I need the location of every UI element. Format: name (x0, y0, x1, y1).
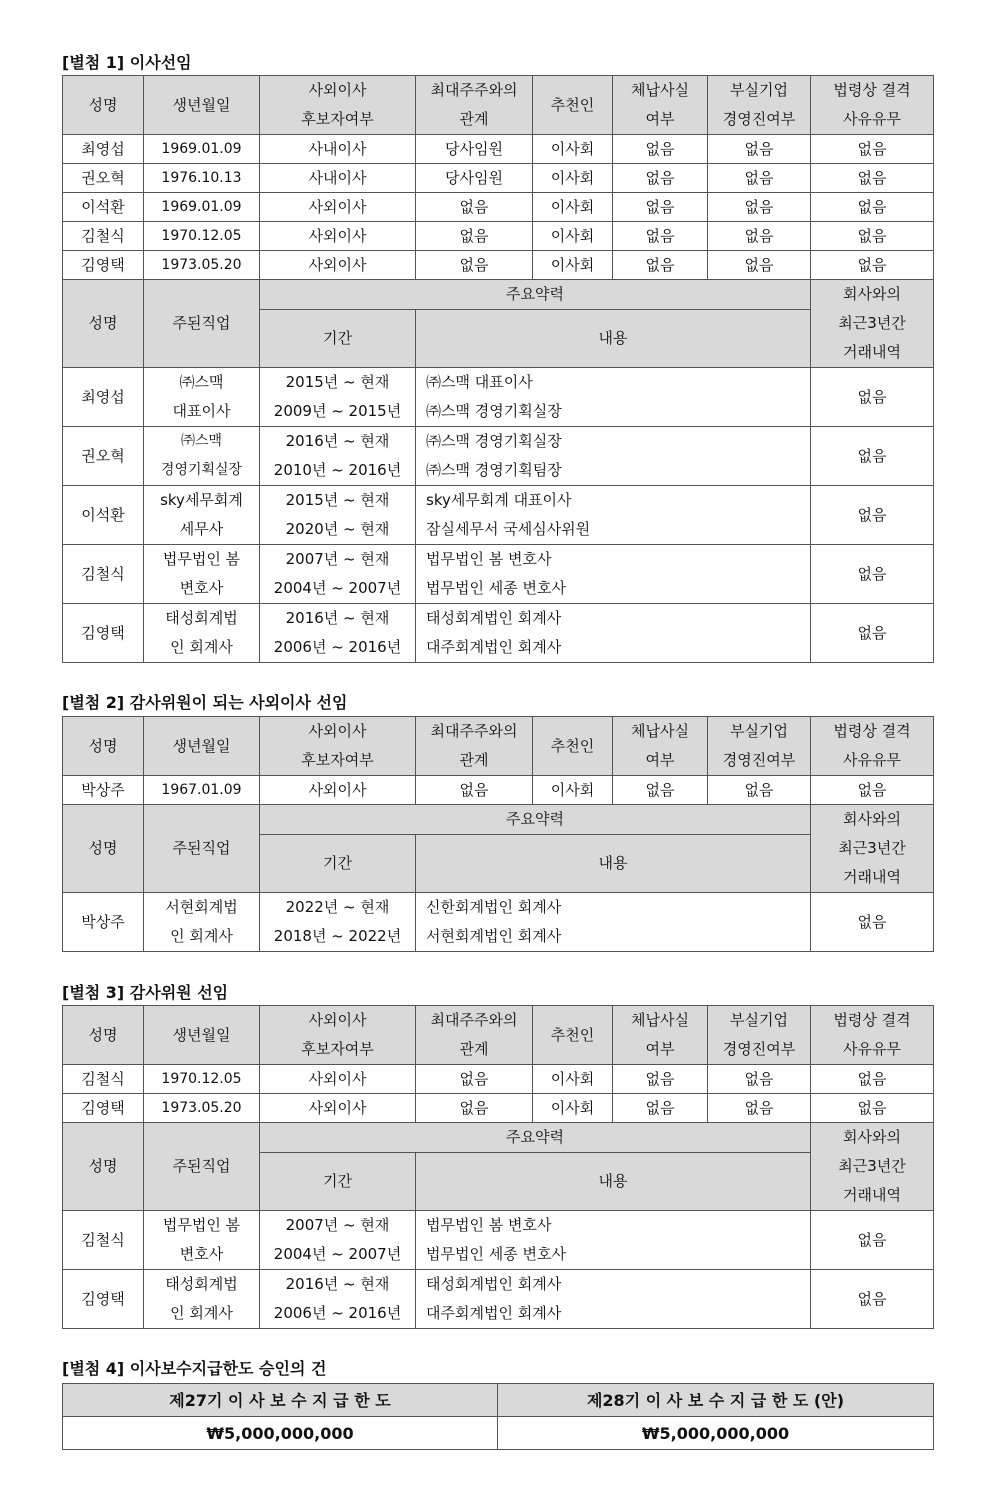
cell-name: 박상주 (63, 776, 144, 805)
career-row (63, 604, 934, 663)
header-text: 회사와의 (843, 285, 901, 303)
section-4-title: [별첨 4] 이사보수지급한도 승인의 건 (62, 1359, 327, 1378)
cell-recommender: 이사회 (533, 251, 613, 280)
job-line: 대표이사 (172, 402, 231, 420)
header-text: 관계 (459, 1040, 489, 1058)
header-text: 거래내역 (843, 1186, 901, 1204)
cell-main-job (144, 604, 260, 663)
cell-name: 김영택 (63, 1094, 144, 1123)
job-line: 태성회계법 (165, 609, 238, 627)
cell-tax-delinquency: 없음 (613, 193, 708, 222)
cell-transactions: 없음 (811, 368, 934, 427)
cell-birthdate: 1969.01.09 (144, 135, 260, 164)
cell-recommender: 이사회 (533, 222, 613, 251)
header-disqualification (811, 76, 934, 135)
cell-birthdate: 1973.05.20 (144, 1094, 260, 1123)
career-row (63, 545, 934, 604)
header-text: 거래내역 (843, 343, 901, 361)
period-line: 2016년 ~ 현재 (285, 609, 390, 627)
job-line: 태성회계법 (165, 1275, 238, 1293)
cell-content (416, 427, 811, 486)
job-line: 인 회계사 (170, 1304, 233, 1322)
header-name: 성명 (63, 76, 144, 135)
period-line: 2020년 ~ 현재 (285, 520, 390, 538)
header-birthdate: 생년월일 (144, 1006, 260, 1065)
cell-tax-delinquency: 없음 (613, 222, 708, 251)
content-line: 잠실세무서 국세심사위원 (426, 520, 591, 538)
cell-relation: 없음 (416, 776, 533, 805)
header-tax-delinquency (613, 76, 708, 135)
header-text: 최근3년간 (838, 1157, 906, 1175)
cell-relation: 없음 (416, 193, 533, 222)
cell-transactions: 없음 (811, 427, 934, 486)
cell-recommender: 이사회 (533, 193, 613, 222)
header-text: 관계 (459, 751, 489, 769)
header-insolvent-company (708, 717, 811, 776)
header-text: 후보자여부 (301, 110, 374, 128)
cell-period (260, 893, 416, 952)
header-text: 부실기업 (730, 1011, 788, 1029)
cell-transactions: 없음 (811, 486, 934, 545)
period-28-header: 제28기 이 사 보 수 지 급 한 도 (안) (498, 1384, 934, 1417)
cell-transactions: 없음 (811, 893, 934, 952)
header-text: 사유유무 (843, 1040, 901, 1058)
section-2-table (62, 716, 934, 952)
header-text: 사외이사 (308, 1011, 367, 1029)
cell-period (260, 604, 416, 663)
cell-content (416, 486, 811, 545)
header-transactions (811, 280, 934, 368)
cell-disqualification: 없음 (811, 251, 934, 280)
period-line: 2006년 ~ 2016년 (273, 638, 402, 656)
cell-birthdate: 1967.01.09 (144, 776, 260, 805)
cell-relation: 없음 (416, 1094, 533, 1123)
cell-period (260, 1270, 416, 1329)
cell-birthdate: 1976.10.13 (144, 164, 260, 193)
period-line: 2022년 ~ 현재 (285, 898, 390, 916)
header-text: 법령상 결격 (833, 722, 911, 740)
header-text: 최근3년간 (838, 839, 906, 857)
header-text: 여부 (645, 1040, 675, 1058)
cell-name: 김철식 (63, 1065, 144, 1094)
header-period: 기간 (260, 310, 416, 368)
cell-director-type: 사내이사 (260, 135, 416, 164)
cell-period (260, 1211, 416, 1270)
cell-director-type: 사외이사 (260, 193, 416, 222)
cell-name: 권오혁 (63, 164, 144, 193)
header-period: 기간 (260, 1153, 416, 1211)
content-line: 법무법인 세종 변호사 (426, 579, 566, 597)
cell-insolvent-management: 없음 (708, 222, 811, 251)
job-line: 법무법인 봄 (162, 550, 241, 568)
cell-name: 김철식 (63, 545, 144, 604)
period-line: 2010년 ~ 2016년 (273, 461, 402, 479)
cell-recommender: 이사회 (533, 1065, 613, 1094)
job-line: sky세무회계 (160, 491, 243, 509)
content-line: 태성회계법인 회계사 (426, 1275, 562, 1293)
header-major-shareholder (416, 717, 533, 776)
cell-director-type: 사외이사 (260, 1094, 416, 1123)
header-content: 내용 (416, 310, 811, 368)
header-text: 법령상 결격 (833, 81, 911, 99)
cell-relation: 없음 (416, 251, 533, 280)
cell-director-type: 사외이사 (260, 776, 416, 805)
period-line: 2016년 ~ 현재 (285, 432, 390, 450)
content-line: ㈜스맥 경영기획실장 (426, 402, 562, 420)
content-line: 서현회계법인 회계사 (426, 927, 562, 945)
cell-insolvent-management: 없음 (708, 193, 811, 222)
candidate-row (63, 1065, 934, 1094)
cell-content (416, 368, 811, 427)
period-line: 2004년 ~ 2007년 (273, 1245, 402, 1263)
job-line: ㈜스맥 (180, 433, 223, 449)
header-disqualification (811, 1006, 934, 1065)
header-outside-director (260, 717, 416, 776)
header-disqualification (811, 717, 934, 776)
cell-insolvent-management: 없음 (708, 135, 811, 164)
header-recommender: 추천인 (533, 1006, 613, 1065)
header-birthdate: 생년월일 (144, 76, 260, 135)
header-name: 성명 (63, 1006, 144, 1065)
cell-period (260, 545, 416, 604)
candidate-row (63, 222, 934, 251)
job-line: 서현회계법 (165, 898, 238, 916)
header-text: 여부 (645, 110, 675, 128)
cell-transactions: 없음 (811, 545, 934, 604)
content-line: ㈜스맥 대표이사 (426, 373, 533, 391)
header-main-job: 주된직업 (144, 1123, 260, 1211)
header-transactions (811, 1123, 934, 1211)
cell-disqualification: 없음 (811, 1065, 934, 1094)
cell-director-type: 사외이사 (260, 222, 416, 251)
cell-relation: 당사임원 (416, 164, 533, 193)
career-row (63, 427, 934, 486)
content-line: ㈜스맥 경영기획팀장 (426, 461, 562, 479)
content-line: 신한회계법인 회계사 (426, 898, 562, 916)
cell-director-type: 사내이사 (260, 164, 416, 193)
cell-disqualification: 없음 (811, 164, 934, 193)
header-text: 최대주주와의 (430, 81, 518, 99)
cell-name: 이석환 (63, 193, 144, 222)
cell-name: 권오혁 (63, 427, 144, 486)
content-line: 태성회계법인 회계사 (426, 609, 562, 627)
career-row (63, 1211, 934, 1270)
cell-director-type: 사외이사 (260, 1065, 416, 1094)
cell-period (260, 427, 416, 486)
header-content: 내용 (416, 1153, 811, 1211)
header-name: 성명 (63, 717, 144, 776)
header-text: 거래내역 (843, 868, 901, 886)
cell-birthdate: 1970.12.05 (144, 222, 260, 251)
career-row (63, 486, 934, 545)
job-line: 인 회계사 (170, 927, 233, 945)
header-text: 후보자여부 (301, 751, 374, 769)
header-text: 관계 (459, 110, 489, 128)
cell-birthdate: 1969.01.09 (144, 193, 260, 222)
header-text: 경영진여부 (722, 751, 796, 769)
cell-disqualification: 없음 (811, 1094, 934, 1123)
candidate-row (63, 193, 934, 222)
job-line: 변호사 (179, 1245, 224, 1263)
job-line: 경영기획실장 (160, 462, 243, 478)
cell-transactions: 없음 (811, 1270, 934, 1329)
content-line: sky세무회계 대표이사 (426, 491, 572, 509)
candidate-row (63, 251, 934, 280)
section-3-title: [별첨 3] 감사위원 선임 (62, 983, 229, 1002)
cell-name: 박상주 (63, 893, 144, 952)
header-recommender: 추천인 (533, 717, 613, 776)
content-line: 법무법인 세종 변호사 (426, 1245, 566, 1263)
header-content: 내용 (416, 835, 811, 893)
period-27-header: 제27기 이 사 보 수 지 급 한 도 (63, 1384, 498, 1417)
cell-relation: 없음 (416, 1065, 533, 1094)
cell-main-job (144, 1211, 260, 1270)
period-line: 2007년 ~ 현재 (285, 550, 390, 568)
candidate-row (63, 1094, 934, 1123)
header-birthdate: 생년월일 (144, 717, 260, 776)
cell-main-job (144, 1270, 260, 1329)
content-line: 법무법인 봄 변호사 (426, 1216, 552, 1234)
header-text: 회사와의 (843, 1128, 901, 1146)
header-career: 주요약력 (260, 280, 811, 310)
header-text: 최대주주와의 (430, 1011, 518, 1029)
compensation-limit-table (62, 1383, 934, 1450)
header-text: 사외이사 (308, 81, 367, 99)
header-recommender: 추천인 (533, 76, 613, 135)
header-name: 성명 (63, 280, 144, 368)
cell-recommender: 이사회 (533, 1094, 613, 1123)
cell-tax-delinquency: 없음 (613, 1065, 708, 1094)
header-name: 성명 (63, 805, 144, 893)
cell-birthdate: 1973.05.20 (144, 251, 260, 280)
cell-period (260, 486, 416, 545)
header-text: 최근3년간 (838, 314, 906, 332)
cell-insolvent-management: 없음 (708, 776, 811, 805)
cell-disqualification: 없음 (811, 222, 934, 251)
header-outside-director (260, 1006, 416, 1065)
header-text: 체납사실 (631, 81, 689, 99)
header-career: 주요약력 (260, 1123, 811, 1153)
cell-content (416, 545, 811, 604)
cell-relation: 없음 (416, 222, 533, 251)
header-insolvent-company (708, 1006, 811, 1065)
header-name: 성명 (63, 1123, 144, 1211)
cell-main-job (144, 427, 260, 486)
career-row (63, 1270, 934, 1329)
cell-recommender: 이사회 (533, 776, 613, 805)
job-line: ㈜스맥 (179, 373, 224, 391)
period-27-amount: ₩5,000,000,000 (63, 1417, 498, 1450)
cell-name: 김철식 (63, 1211, 144, 1270)
cell-name: 김영택 (63, 1270, 144, 1329)
cell-period (260, 368, 416, 427)
cell-name: 이석환 (63, 486, 144, 545)
header-period: 기간 (260, 835, 416, 893)
cell-transactions: 없음 (811, 1211, 934, 1270)
job-line: 인 회계사 (170, 638, 233, 656)
header-text: 사유유무 (843, 751, 901, 769)
job-line: 세무사 (179, 520, 224, 538)
period-line: 2007년 ~ 현재 (285, 1216, 390, 1234)
header-text: 최대주주와의 (430, 722, 518, 740)
cell-content (416, 1270, 811, 1329)
header-tax-delinquency (613, 1006, 708, 1065)
cell-transactions: 없음 (811, 604, 934, 663)
cell-recommender: 이사회 (533, 135, 613, 164)
cell-tax-delinquency: 없음 (613, 135, 708, 164)
period-28-amount: ₩5,000,000,000 (498, 1417, 934, 1450)
period-line: 2006년 ~ 2016년 (273, 1304, 402, 1322)
header-main-job: 주된직업 (144, 805, 260, 893)
section-2-title: [별첨 2] 감사위원이 되는 사외이사 선임 (62, 693, 348, 712)
cell-disqualification: 없음 (811, 193, 934, 222)
job-line: 법무법인 봄 (162, 1216, 241, 1234)
section-1-table (62, 75, 934, 663)
period-line: 2009년 ~ 2015년 (273, 402, 402, 420)
candidate-row (63, 776, 934, 805)
cell-name: 김영택 (63, 604, 144, 663)
period-line: 2015년 ~ 현재 (285, 373, 390, 391)
cell-insolvent-management: 없음 (708, 1065, 811, 1094)
content-line: ㈜스맥 경영기획실장 (426, 432, 562, 450)
period-line: 2018년 ~ 2022년 (273, 927, 402, 945)
cell-name: 최영섭 (63, 368, 144, 427)
cell-content (416, 1211, 811, 1270)
cell-director-type: 사외이사 (260, 251, 416, 280)
career-row (63, 368, 934, 427)
header-major-shareholder (416, 76, 533, 135)
section-3-table (62, 1005, 934, 1329)
header-transactions (811, 805, 934, 893)
cell-birthdate: 1970.12.05 (144, 1065, 260, 1094)
candidate-row (63, 164, 934, 193)
header-text: 부실기업 (730, 722, 788, 740)
cell-insolvent-management: 없음 (708, 164, 811, 193)
cell-name: 김영택 (63, 251, 144, 280)
header-insolvent-company (708, 76, 811, 135)
cell-tax-delinquency: 없음 (613, 776, 708, 805)
cell-content (416, 893, 811, 952)
period-line: 2016년 ~ 현재 (285, 1275, 390, 1293)
cell-content (416, 604, 811, 663)
header-text: 사유유무 (843, 110, 901, 128)
cell-recommender: 이사회 (533, 164, 613, 193)
section-1-title: [별첨 1] 이사선임 (62, 53, 192, 72)
header-text: 부실기업 (730, 81, 788, 99)
period-line: 2004년 ~ 2007년 (273, 579, 402, 597)
cell-insolvent-management: 없음 (708, 251, 811, 280)
header-main-job: 주된직업 (144, 280, 260, 368)
header-text: 경영진여부 (722, 1040, 796, 1058)
content-line: 대주회계법인 회계사 (426, 638, 562, 656)
cell-relation: 당사임원 (416, 135, 533, 164)
cell-tax-delinquency: 없음 (613, 251, 708, 280)
cell-disqualification: 없음 (811, 135, 934, 164)
cell-insolvent-management: 없음 (708, 1094, 811, 1123)
header-outside-director (260, 76, 416, 135)
header-career: 주요약력 (260, 805, 811, 835)
header-tax-delinquency (613, 717, 708, 776)
header-text: 경영진여부 (722, 110, 796, 128)
content-line: 대주회계법인 회계사 (426, 1304, 562, 1322)
header-text: 체납사실 (631, 1011, 689, 1029)
cell-tax-delinquency: 없음 (613, 1094, 708, 1123)
cell-main-job (144, 893, 260, 952)
cell-name: 최영섭 (63, 135, 144, 164)
cell-main-job (144, 545, 260, 604)
cell-name: 김철식 (63, 222, 144, 251)
header-text: 사외이사 (308, 722, 367, 740)
header-text: 여부 (645, 751, 675, 769)
header-text: 회사와의 (843, 810, 901, 828)
period-line: 2015년 ~ 현재 (285, 491, 390, 509)
career-row (63, 893, 934, 952)
header-text: 체납사실 (631, 722, 689, 740)
cell-disqualification: 없음 (811, 776, 934, 805)
content-line: 법무법인 봄 변호사 (426, 550, 552, 568)
cell-main-job (144, 486, 260, 545)
header-text: 법령상 결격 (833, 1011, 911, 1029)
candidate-row (63, 135, 934, 164)
header-major-shareholder (416, 1006, 533, 1065)
cell-tax-delinquency: 없음 (613, 164, 708, 193)
cell-main-job (144, 368, 260, 427)
job-line: 변호사 (179, 579, 224, 597)
header-text: 후보자여부 (301, 1040, 374, 1058)
